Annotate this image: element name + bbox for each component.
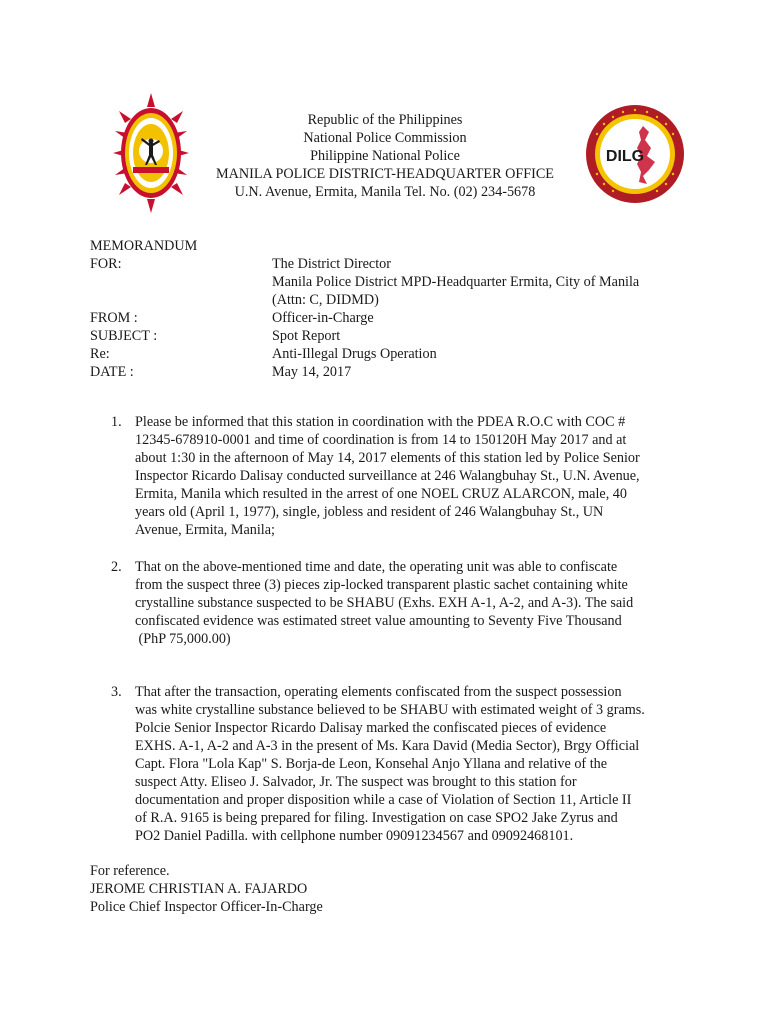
signatory-title: Police Chief Inspector Officer-In-Charge [90, 899, 323, 915]
paragraph-line: crystalline substance suspected to be SHABU (Exhs. EXH A-1, A-2, and A-3). The said [135, 595, 634, 611]
re-label: Re: [90, 346, 110, 362]
for-label: FOR: [90, 256, 122, 272]
date-label: DATE : [90, 364, 134, 380]
for-value-line-1: The District Director [272, 256, 391, 272]
paragraph-line: Inspector Ricardo Dalisay conducted surveillance at 246 Walangbuhay St., U.N. Avenue, [135, 468, 640, 484]
closing-block [90, 862, 323, 916]
paragraph-line: documentation and proper disposition while a case of Violation of Section 11, Article II [135, 792, 632, 808]
paragraph-number: 3. [111, 684, 122, 700]
subject-label: SUBJECT : [90, 328, 158, 344]
dilg-seal-logo [585, 104, 685, 204]
for-value-line-2: Manila Police District MPD-Headquarter Ermita, City of Manila [272, 274, 640, 290]
pnp-seal-logo [113, 93, 189, 213]
letterhead-line-2: National Police Commission [303, 130, 467, 146]
for-value-line-3: (Attn: C, DIDMD) [272, 292, 379, 308]
paragraph-line: Please be informed that this station in coordination with the PDEA R.O.C with COC # [135, 414, 626, 430]
paragraph-line: Avenue, Ermita, Manila; [135, 522, 275, 538]
from-label: FROM : [90, 310, 138, 326]
paragraph-line: That on the above-mentioned time and date, the operating unit was able to confiscate [135, 559, 618, 575]
letterhead [190, 111, 580, 201]
paragraph-line: years old (April 1, 1977), single, jobless and resident of 246 Walangbuhay St., UN [135, 504, 604, 520]
subject-value: Spot Report [272, 328, 341, 344]
letterhead-line-1: Republic of the Philippines [307, 112, 463, 128]
date-value: May 14, 2017 [272, 364, 352, 380]
paragraph-line: EXHS. A-1, A-2 and A-3 in the present of Ms. Kara David (Media Sector), Brgy Official [135, 738, 640, 754]
letterhead-address: U.N. Avenue, Ermita, Manila Tel. No. (02) 234-5678 [234, 184, 536, 200]
paragraph-line: from the suspect three (3) pieces zip-locked transparent plastic sachet containing white [135, 577, 628, 593]
paragraph-line: of R.A. 9165 is being prepared for filing. Investigation on case SPO2 Jake Zyrus and [135, 810, 618, 826]
paragraph-line: Capt. Flora "Lola Kap" S. Borja-de Leon, Konsehal Anjo Yllana and relative of the [135, 756, 608, 772]
for-reference-text: For reference. [90, 863, 170, 879]
paragraph-line: confiscated evidence was estimated street value amounting to Seventy Five Thousand [135, 613, 622, 629]
paragraph-line: about 1:30 in the afternoon of May 14, 2017 elements of this station led by Police Senior [135, 450, 640, 466]
letterhead-office-name: MANILA POLICE DISTRICT-HEADQUARTER OFFICE [216, 166, 554, 182]
paragraph-number: 1. [111, 414, 122, 430]
letterhead-line-3: Philippine National Police [310, 148, 460, 164]
signatory-name: JEROME CHRISTIAN A. FAJARDO [90, 881, 308, 897]
paragraph-line: suspect Atty. Eliseo J. Salvador, Jr. The suspect was brought to this station for [135, 774, 577, 790]
dilg-seal-center-text: DILG [605, 148, 645, 165]
paragraph-line: (PhP 75,000.00) [135, 631, 231, 647]
paragraph-line: That after the transaction, operating elements confiscated from the suspect possession [135, 684, 622, 700]
memo-fields [90, 237, 639, 381]
re-value: Anti-Illegal Drugs Operation [272, 346, 437, 362]
from-value: Officer-in-Charge [272, 310, 374, 326]
paragraph-line: was white crystalline substance believed to be SHABU with estimated weight of 3 grams. [135, 702, 645, 718]
paragraph-line: PO2 Daniel Padilla. with cellphone number 09091234567 and 09092468101. [135, 828, 574, 844]
paragraph-line: Polcie Senior Inspector Ricardo Dalisay marked the confiscated pieces of evidence [135, 720, 607, 736]
paragraph-line: 12345-678910-0001 and time of coordination is from 14 to 150120H May 2017 and at [135, 432, 627, 448]
paragraph-number: 2. [111, 559, 122, 575]
memo-title: MEMORANDUM [90, 238, 198, 254]
paragraph-line: Ermita, Manila which resulted in the arrest of one NOEL CRUZ ALARCON, male, 40 [135, 486, 627, 502]
